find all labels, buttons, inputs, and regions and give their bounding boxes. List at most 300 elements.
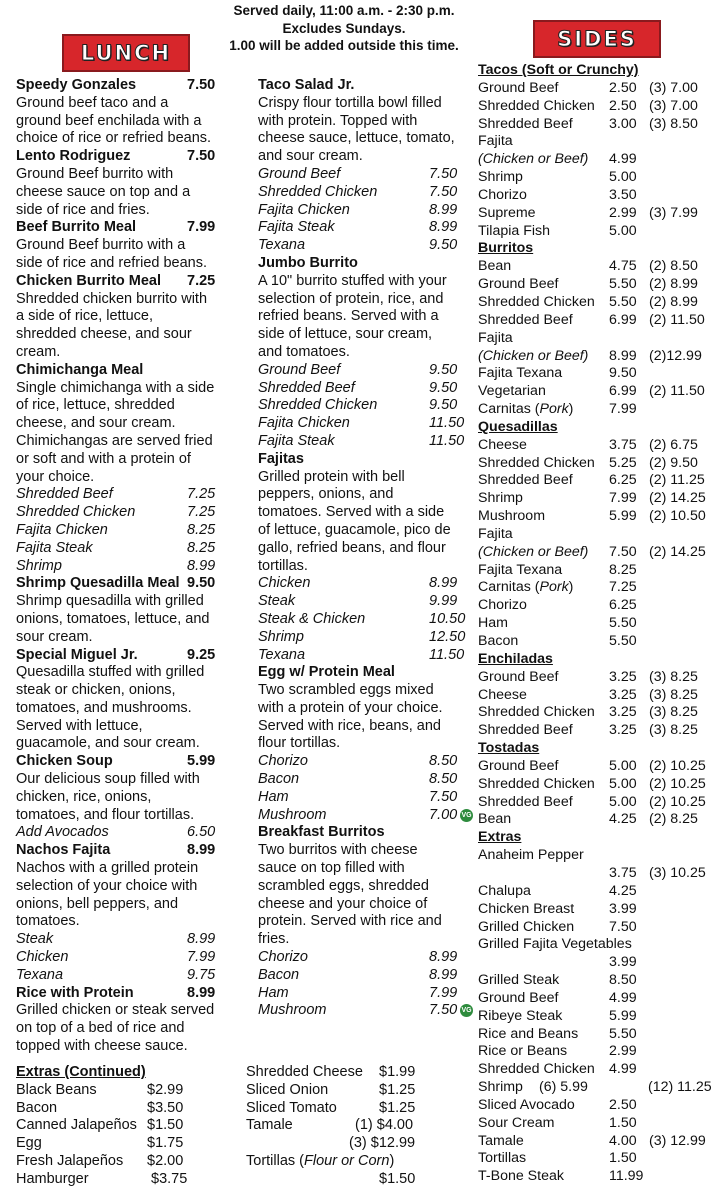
sides-item-name: Shrimp (478, 1079, 523, 1096)
option-price: 8.99 (187, 557, 216, 574)
sides-price-multi: (2) 8.99 (649, 276, 698, 293)
sides-price-multi: (3) 7.00 (649, 97, 698, 114)
option-price: 10.50 (429, 610, 466, 627)
description-line: onions, tomatoes, lettuce, and (16, 610, 210, 627)
sides-price-single: 3.25 (609, 686, 637, 703)
menu-item (258, 824, 473, 842)
sides-price-multi: (3) 8.50 (649, 115, 698, 132)
description-line: tomatoes, and mushrooms. (16, 699, 192, 716)
sides-price-single: 8.25 (609, 561, 637, 578)
description-line: side of lettuce, sour cream, (258, 326, 433, 343)
sides-item-name (478, 579, 573, 597)
description-line: chicken, rice, onions, (16, 788, 152, 805)
menu-option (16, 522, 236, 540)
option-name: Fajita Chicken (258, 201, 350, 218)
extras-item-price: $1.50 (379, 1170, 416, 1187)
description-line: Ground Beef burrito with (16, 165, 174, 182)
sides-price-single: (6) 5.99 (539, 1079, 588, 1096)
option-name: Steak (258, 593, 296, 610)
menu-item (16, 148, 236, 166)
description-line: topped with cheese sauce. (16, 1038, 188, 1055)
sides-price-multi: (2) 10.50 (649, 508, 706, 525)
menu-item (258, 664, 473, 682)
sides-price-single: 3.00 (609, 115, 637, 132)
extras-item-name: Sliced Onion (246, 1081, 329, 1098)
description-line: a side of rice, lettuce, (16, 308, 154, 325)
sides-item-name: Ground Beef (478, 989, 559, 1006)
menu-item (16, 362, 236, 380)
sides-item-name: Shredded Chicken (478, 775, 595, 792)
sides-row (478, 1061, 718, 1079)
menu-option (258, 593, 473, 611)
menu-option (16, 486, 236, 504)
menu-item (16, 985, 236, 1003)
sides-item-name: Fajita (478, 329, 513, 346)
sides-row (478, 633, 718, 651)
sides-price-single: 1.50 (609, 1114, 637, 1131)
option-name: Texana (258, 646, 306, 663)
item-name: Speedy Gonzales (16, 77, 137, 93)
description-line: shredded cheese, and sour (16, 326, 192, 343)
sides-price-single: 4.25 (609, 811, 637, 828)
extras-item-price: $2.00 (147, 1152, 184, 1169)
sides-row (478, 365, 718, 383)
sides-price-multi: (2) 6.75 (649, 436, 698, 453)
sides-item-name: Fajita (478, 525, 513, 542)
sides-item-name: Bacon (478, 633, 519, 649)
sides-item-name: Shredded Chicken (478, 454, 595, 471)
menu-option (258, 753, 473, 771)
sides-row (478, 437, 718, 455)
sides-item-name: Shredded Beef (478, 311, 573, 328)
sides-row (478, 794, 718, 812)
extras-item-name-italic: Flour or Corn (304, 1152, 390, 1169)
description-line: Chimichangas are served fried (16, 432, 213, 449)
option-name: Steak & Chicken (258, 610, 366, 627)
sides-row (478, 901, 718, 919)
sides-section-title: Extras (478, 829, 522, 846)
menu-option (258, 237, 473, 255)
menu-option (258, 575, 473, 593)
description-line: side of rice and refried beans. (16, 254, 208, 271)
menu-option (258, 985, 473, 1003)
sides-row (478, 954, 718, 972)
option-name: Ham (258, 788, 289, 805)
extras-row (246, 1082, 476, 1100)
item-name: Egg w/ Protein Meal (258, 664, 395, 681)
menu-option (258, 949, 473, 967)
option-price: 8.25 (187, 521, 216, 538)
option-price: 8.99 (429, 201, 458, 218)
extras-row (16, 1135, 246, 1153)
sides-item-name: (Chicken or Beef) (478, 151, 589, 168)
extras-row (246, 1064, 476, 1082)
sides-item-name: Bean (478, 258, 512, 275)
item-name: Taco Salad Jr. (258, 77, 355, 93)
sides-price-multi: (2) 11.25 (649, 472, 705, 489)
sides-price-multi: (2)12.99 (649, 347, 702, 364)
option-name: Ground Beef (258, 165, 341, 182)
sides-item-name: Shredded Chicken (478, 1061, 595, 1078)
sides-price-multi: (3) 7.99 (649, 204, 698, 221)
menu-option (16, 967, 236, 985)
sides-price-single: 2.50 (609, 97, 637, 114)
description-line: gallo, refried beans, and flour (258, 539, 446, 556)
sides-item-name-part: ) (568, 401, 574, 418)
option-name: Shredded Chicken (258, 183, 378, 200)
option-name: Chicken (258, 575, 311, 592)
option-price: 9.50 (429, 237, 458, 254)
sides-row (478, 455, 718, 473)
menu-option (16, 949, 236, 967)
description-line: cheese, and sour cream. (16, 415, 176, 432)
sides-item-name: Chicken Breast (478, 900, 575, 917)
description-line: with a protein of your choice. (258, 699, 443, 716)
sides-item-name: Cheese (478, 436, 527, 453)
description-line: selection of protein, rice, and (258, 290, 444, 307)
extras-item-price: $1.75 (147, 1135, 184, 1152)
extras-item-price: $1.50 (147, 1117, 184, 1134)
sides-price-multi: (2) 10.25 (649, 793, 706, 810)
option-price: 8.99 (429, 575, 458, 592)
option-name: Steak (16, 931, 54, 948)
sides-item-name: Fajita Texana (478, 561, 563, 578)
sides-row (478, 294, 718, 312)
description-line: Two burritos with cheese (258, 842, 418, 859)
sides-item-name: Tilapia Fish (478, 222, 551, 239)
description-line: ground beef enchilada with a (16, 112, 202, 129)
sides-price-single: 8.50 (609, 972, 637, 989)
lunch-badge-text: LUNCH (80, 41, 172, 65)
sides-price-single: 11.99 (609, 1168, 644, 1185)
extras-item-price: $2.99 (147, 1081, 184, 1098)
sides-item-name: T-Bone Steak (478, 1168, 564, 1185)
option-price: 7.00 (429, 806, 458, 823)
item-name: Chicken Soup (16, 753, 113, 770)
extras-row (246, 1135, 476, 1153)
menu-item (16, 219, 236, 237)
description-line: protein. Served with rice and (258, 913, 442, 930)
option-price: 8.99 (429, 219, 458, 236)
sides-price-single: 9.50 (609, 365, 637, 382)
extras-item-price: $1.25 (379, 1081, 416, 1098)
sides-price-single: 7.50 (609, 918, 637, 935)
sides-price-single: 7.99 (609, 401, 637, 418)
extras-continued (16, 1064, 246, 1189)
sides-price-single: 5.00 (609, 222, 637, 239)
extras-item-price: $1.99 (379, 1063, 416, 1080)
sides-item-name: Tamale (478, 1132, 524, 1149)
extras-item-name: Fresh Jalapeños (16, 1152, 124, 1169)
menu-option (258, 380, 473, 398)
sides-price-single: 2.99 (609, 1043, 637, 1060)
sides-item-name: Vegetarian (478, 383, 546, 400)
sides-row (478, 1079, 718, 1097)
option-name: Fajita Chicken (16, 521, 108, 538)
sides-row (478, 1150, 718, 1168)
sides-price-multi: (2) 11.50 (649, 311, 705, 328)
description-line: Crispy flour tortilla bowl filled (258, 94, 442, 111)
sides-price-single: 5.50 (609, 1025, 637, 1042)
option-name: Ground Beef (258, 361, 341, 378)
sides-price-single: 6.25 (609, 472, 637, 489)
description-line: Served with rice, beans, and (258, 717, 441, 734)
sides-item-name: Chalupa (478, 882, 531, 899)
sides-price-single: 8.99 (609, 347, 637, 364)
option-price: 9.50 (429, 397, 458, 414)
sides-item-name: Shredded Beef (478, 722, 573, 739)
sides-item-name-part: Carnitas ( (478, 401, 540, 418)
extras-item-name: Tamale (246, 1117, 293, 1134)
option-price: 8.99 (187, 931, 216, 948)
item-price: 7.25 (187, 272, 216, 289)
sides-row (478, 1133, 718, 1151)
sides-row (478, 472, 718, 490)
description-line: Ground Beef burrito with a (16, 237, 186, 254)
menu-item (16, 753, 236, 771)
extras-item-price: $3.75 (151, 1170, 188, 1187)
sides-item-name: Ground Beef (478, 757, 559, 774)
sides-row (478, 1043, 718, 1061)
option-price: 11.50 (429, 646, 465, 663)
description-line: Served with lettuce, (16, 717, 143, 734)
sides-item-name-italic: Pork (539, 579, 569, 596)
description-line: tomatoes. Served with a side (258, 504, 445, 521)
description-line: side of rice and fries. (16, 201, 150, 218)
item-name: Chicken Burrito Meal (16, 272, 162, 289)
description-line: on top of a bed of rice and (16, 1020, 185, 1037)
option-price: 12.50 (429, 628, 466, 645)
option-name: Mushroom (258, 806, 327, 823)
sides-row (478, 1026, 718, 1044)
option-price: 8.50 (429, 771, 458, 788)
item-name: Shrimp Quesadilla Meal (16, 575, 180, 592)
menu-item (16, 77, 236, 95)
item-price: 7.50 (187, 148, 216, 165)
option-name: Chicken (16, 949, 69, 966)
sides-section-title: Tostadas (478, 740, 540, 757)
sides-item-name: Tortillas (478, 1150, 527, 1167)
sides-price-single: 5.00 (609, 169, 637, 186)
menu-option (258, 629, 473, 647)
option-name: Shredded Beef (258, 379, 355, 396)
description-line: cream. (16, 343, 61, 360)
item-name: Beef Burrito Meal (16, 219, 137, 236)
sides-price-single: 5.00 (609, 757, 637, 774)
item-name: Fajitas (258, 450, 304, 467)
description-line: selection of your choice with (16, 877, 198, 894)
sides-item-name: Shredded Chicken (478, 293, 595, 310)
description-line: cheese sauce on top and a (16, 183, 191, 200)
sides-item-name: Anaheim Pepper (478, 847, 584, 864)
description-line: Nachos with a grilled protein (16, 860, 199, 877)
sides-item-name-part: Carnitas ( (478, 579, 540, 596)
menu-item (16, 273, 236, 291)
sides-item-name: Ham (478, 615, 508, 632)
menu-option (16, 931, 236, 949)
extras-item-name-part: Tortillas ( (246, 1152, 305, 1169)
sides-item-name: Ground Beef (478, 276, 559, 293)
menu-option (258, 219, 473, 237)
sides-row (478, 133, 718, 151)
menu-option (258, 415, 473, 433)
sides-row (478, 490, 718, 508)
description-line: Shredded chicken burrito with (16, 290, 208, 307)
option-price: 7.50 (429, 788, 458, 805)
sides-row (478, 1115, 718, 1133)
menu-option (16, 558, 236, 576)
sides-price-multi: (2) 11.50 (649, 383, 705, 400)
option-price: 8.50 (429, 753, 458, 770)
sides-price-multi: (3) 8.25 (649, 686, 698, 703)
sides-item-name: Shredded Beef (478, 793, 573, 810)
sides-row (478, 687, 718, 705)
sides-section-title: Quesadillas (478, 418, 558, 435)
sides-section-title: Burritos (478, 240, 534, 257)
menu-option (258, 433, 473, 451)
sides-row (478, 579, 718, 597)
sides-price-single: 1.50 (609, 1150, 637, 1167)
sides-price-single: 5.00 (609, 793, 637, 810)
description-line: guacamole, and sour cream. (16, 735, 200, 752)
option-name: Fajita Steak (258, 432, 335, 449)
extras-item-price: (3) $12.99 (349, 1135, 416, 1152)
extras-row (246, 1171, 476, 1189)
sides-item-name: Shrimp (478, 169, 523, 186)
sides-row (478, 704, 718, 722)
sides-section-title: Tacos (Soft or Crunchy) (478, 62, 639, 78)
option-price: 7.99 (187, 949, 216, 966)
sides-row (478, 401, 718, 419)
option-name: Chorizo (258, 753, 308, 770)
extras-item-name: Egg (16, 1135, 42, 1152)
item-price: 5.99 (187, 753, 216, 770)
description-line: scrambled eggs, shredded (258, 877, 429, 894)
description-line: Our delicious soup filled with (16, 771, 200, 788)
extras-item-name: Black Beans (16, 1081, 97, 1098)
extras-row (16, 1171, 246, 1189)
sides-item-name: Ground Beef (478, 79, 559, 96)
menu-option (16, 504, 236, 522)
lunch-column-1 (16, 77, 236, 1056)
description-line: tomatoes. (16, 913, 80, 930)
menu-option (258, 807, 473, 825)
sides-price-single: 7.99 (609, 490, 637, 507)
item-price: 9.50 (187, 575, 216, 592)
item-name: Breakfast Burritos (258, 824, 385, 841)
sides-price-single: 5.50 (609, 293, 637, 310)
sides-row (478, 258, 718, 276)
menu-option (16, 540, 236, 558)
sides-price-single: 5.99 (609, 1007, 637, 1024)
description-line: Quesadilla stuffed with grilled (16, 664, 205, 681)
option-price: 7.25 (187, 504, 216, 521)
option-price: 7.25 (187, 486, 216, 503)
description-line: choice of rice or refried beans. (16, 130, 212, 147)
sides-item-name: Chorizo (478, 597, 527, 614)
sides-row (478, 526, 718, 544)
item-name: Lento Rodriguez (16, 148, 131, 165)
sides-price-single: 4.00 (609, 1132, 637, 1149)
description-line: Ground beef taco and a (16, 94, 169, 111)
sides-item-name: (Chicken or Beef) (478, 347, 589, 364)
description-line: of rice, lettuce, shredded (16, 397, 175, 414)
sides-item-name: Shredded Chicken (478, 97, 595, 114)
extras-item-price: $3.50 (147, 1099, 184, 1116)
sides-item-name: Shredded Beef (478, 472, 573, 489)
extras-item-name: Canned Jalapeños (16, 1117, 137, 1134)
sides-price-multi: (2) 14.25 (649, 543, 706, 560)
option-price: 7.50 (429, 165, 458, 182)
option-name: Ham (258, 984, 289, 1001)
sides-price-multi: (2) 14.25 (649, 490, 706, 507)
sides-price-single: 3.99 (609, 900, 637, 917)
description-line: your choice. (16, 468, 95, 485)
option-price: 8.99 (429, 966, 458, 983)
description-line: Single chimichanga with a side (16, 379, 215, 396)
sides-row (478, 758, 718, 776)
extras-row (16, 1117, 246, 1135)
sides-price-single: 3.25 (609, 722, 637, 739)
sides-item-name: Shrimp (478, 490, 523, 507)
option-name: Shredded Beef (16, 486, 113, 503)
description-line: steak or chicken, onions, (16, 682, 176, 699)
lunch-column-2 (258, 77, 473, 1020)
sides-price-multi: (3) 7.00 (649, 79, 698, 96)
option-price: 8.99 (429, 949, 458, 966)
extras-item-name: Bacon (16, 1099, 58, 1116)
vegetarian-icon: VG (460, 1004, 473, 1017)
sides-item-name: Supreme (478, 204, 536, 221)
sides-price-single: 5.25 (609, 454, 637, 471)
option-price: 11.50 (429, 432, 465, 449)
option-price: 7.50 (429, 183, 458, 200)
item-price: 8.99 (187, 984, 216, 1001)
extras-row (16, 1100, 246, 1118)
sides-row (478, 116, 718, 134)
sides-row (478, 205, 718, 223)
sides-row (478, 1168, 718, 1186)
extras-row (246, 1117, 476, 1135)
sides-item-name: Cheese (478, 686, 527, 703)
sides-row (478, 722, 718, 740)
sides-row (478, 98, 718, 116)
sides-price-single: 3.75 (609, 864, 637, 881)
sides-price-multi: (3) 8.25 (649, 722, 698, 739)
description-line: cheese and your choice of (258, 895, 428, 912)
menu-option (258, 611, 473, 629)
sides-price-single: 7.25 (609, 579, 637, 596)
lunch-badge (62, 34, 190, 72)
description-line: Grilled protein with bell (258, 468, 405, 485)
item-price: 7.50 (187, 77, 216, 93)
sides-price-single: 4.99 (609, 151, 637, 168)
item-price: 7.99 (187, 219, 216, 236)
sides-row (478, 1097, 718, 1115)
option-price: 9.75 (187, 966, 216, 983)
sides-price-multi: (2) 10.25 (649, 757, 706, 774)
sides-row (478, 544, 718, 562)
sides-item-name: (Chicken or Beef) (478, 543, 589, 560)
sides-price-multi: (3) 10.25 (649, 864, 706, 881)
sides-item-name: Shredded Beef (478, 115, 573, 132)
option-name: Chorizo (258, 949, 308, 966)
sides-row (478, 330, 718, 348)
sides-row (478, 383, 718, 401)
sides-price-single: 5.00 (609, 775, 637, 792)
sides-row (478, 562, 718, 580)
sides-section-title: Enchiladas (478, 650, 553, 667)
